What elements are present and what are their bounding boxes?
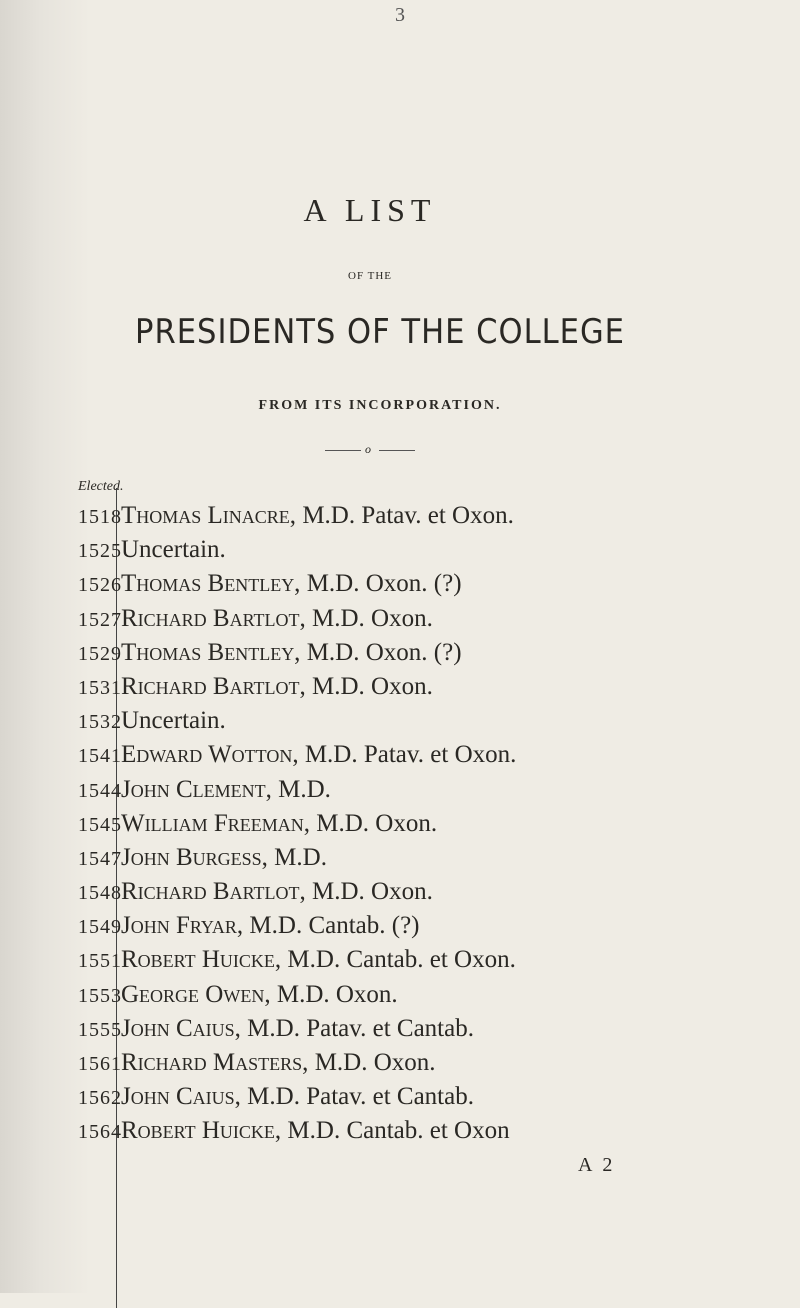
president-entry <box>121 912 420 940</box>
president-entry <box>121 1015 474 1043</box>
president-entry <box>121 946 516 974</box>
president-row <box>0 776 800 810</box>
president-entry <box>121 981 398 1009</box>
president-degrees: Uncertain. <box>121 536 226 564</box>
president-entry <box>121 605 433 633</box>
president-row <box>0 946 800 980</box>
president-entry <box>121 1083 474 1111</box>
president-name: Thomas Bentley, <box>121 570 301 598</box>
elected-year: 1549 <box>78 916 122 939</box>
president-degrees: M.D. Oxon. (?) <box>300 638 462 666</box>
elected-year: 1562 <box>78 1087 122 1110</box>
elected-column-label: Elected. <box>78 479 124 494</box>
divider-ornament <box>325 442 415 458</box>
president-degrees: M.D. Oxon. <box>305 604 433 632</box>
signature-mark: A 2 <box>578 1154 616 1176</box>
elected-year: 1553 <box>78 984 122 1007</box>
elected-year: 1532 <box>78 711 122 734</box>
president-entry <box>121 673 433 701</box>
elected-year: 1555 <box>78 1018 122 1041</box>
president-entry <box>121 776 331 804</box>
president-name: Thomas Bentley, <box>121 638 301 666</box>
president-name: John Fryar, <box>121 912 244 940</box>
president-entry <box>121 1049 436 1077</box>
president-degrees: M.D. Patav. et Oxon. <box>298 741 517 769</box>
ornament-glyph: o <box>365 442 371 456</box>
president-degrees: M.D. Cantab. (?) <box>243 912 420 940</box>
president-name: Edward Wotton, <box>121 741 299 769</box>
president-name: Richard Masters, <box>121 1049 309 1076</box>
president-degrees: M.D. <box>267 843 327 871</box>
president-entry <box>121 707 226 735</box>
president-row <box>0 981 800 1015</box>
president-degrees: M.D. <box>271 775 331 803</box>
elected-year: 1518 <box>78 506 122 528</box>
elected-year: 1548 <box>78 882 122 905</box>
president-name: Robert Huicke, <box>121 1117 282 1145</box>
president-entry <box>121 570 462 598</box>
elected-year: 1526 <box>78 574 122 597</box>
president-degrees: M.D. Patav. et Cantab. <box>240 1014 474 1042</box>
page-title: A LIST <box>303 192 437 228</box>
president-name: John Burgess, <box>121 843 268 871</box>
president-degrees: M.D. Oxon. <box>270 980 398 1008</box>
ornament-rule-left <box>325 450 361 451</box>
president-name: Richard Bartlot, <box>121 672 306 700</box>
president-row <box>0 844 800 878</box>
president-entry <box>121 502 514 530</box>
president-row <box>0 536 800 570</box>
president-row <box>0 707 800 741</box>
elected-year: 1564 <box>78 1121 122 1144</box>
president-degrees: M.D. Oxon. <box>309 809 438 837</box>
subheading: FROM ITS INCORPORATION. <box>258 398 502 413</box>
president-row <box>0 1015 800 1049</box>
president-entry <box>121 741 516 769</box>
elected-year: 1547 <box>78 847 122 870</box>
president-row <box>0 502 800 536</box>
president-row <box>0 570 800 604</box>
president-name: Thomas Linacre, <box>121 502 297 529</box>
president-entry <box>121 878 433 906</box>
president-name: George Owen, <box>121 980 271 1008</box>
president-row <box>0 741 800 775</box>
elected-year: 1541 <box>78 745 122 768</box>
president-degrees: M.D. Oxon. (?) <box>300 570 462 598</box>
elected-year: 1527 <box>78 608 122 631</box>
president-degrees: M.D. Oxon. <box>305 878 433 906</box>
elected-year: 1525 <box>78 540 122 563</box>
president-degrees: M.D. Patav. et Cantab. <box>240 1083 474 1111</box>
president-degrees: M.D. Patav. et Oxon. <box>296 502 514 529</box>
president-entry <box>121 1117 510 1145</box>
title-connector: OF THE <box>348 270 392 282</box>
president-degrees: M.D. Cantab. et Oxon <box>281 1117 510 1145</box>
president-row <box>0 878 800 912</box>
president-row <box>0 605 800 639</box>
ornament-rule-right <box>379 450 415 451</box>
president-entry <box>121 810 437 838</box>
page-number: 3 <box>395 4 405 26</box>
president-name: Robert Huicke, <box>121 946 282 974</box>
president-row <box>0 1049 800 1083</box>
president-name: William Freeman, <box>121 809 310 837</box>
president-entry <box>121 844 327 872</box>
president-name: Richard Bartlot, <box>121 878 306 906</box>
elected-year: 1531 <box>78 676 122 699</box>
presidents-list <box>0 502 800 1152</box>
president-entry <box>121 639 462 667</box>
president-name: John Caius, <box>121 1014 241 1042</box>
president-row <box>0 1083 800 1117</box>
president-name: John Clement, <box>121 775 272 803</box>
president-row <box>0 673 800 707</box>
elected-year: 1561 <box>78 1053 122 1075</box>
president-degrees: M.D. Oxon. <box>305 672 433 700</box>
president-degrees: M.D. Cantab. et Oxon. <box>281 946 516 974</box>
president-degrees: Uncertain. <box>121 707 226 735</box>
president-name: Richard Bartlot, <box>121 604 306 632</box>
elected-year: 1551 <box>78 950 122 973</box>
elected-year: 1544 <box>78 779 122 802</box>
president-row <box>0 1117 800 1151</box>
president-degrees: M.D. Oxon. <box>308 1049 436 1076</box>
president-entry <box>121 536 226 564</box>
president-name: John Caius, <box>121 1083 241 1111</box>
president-row <box>0 912 800 946</box>
president-row <box>0 639 800 673</box>
elected-year: 1529 <box>78 642 122 665</box>
president-row <box>0 810 800 844</box>
main-heading: PRESIDENTS OF THE COLLEGE <box>135 312 625 352</box>
elected-year: 1545 <box>78 813 122 836</box>
